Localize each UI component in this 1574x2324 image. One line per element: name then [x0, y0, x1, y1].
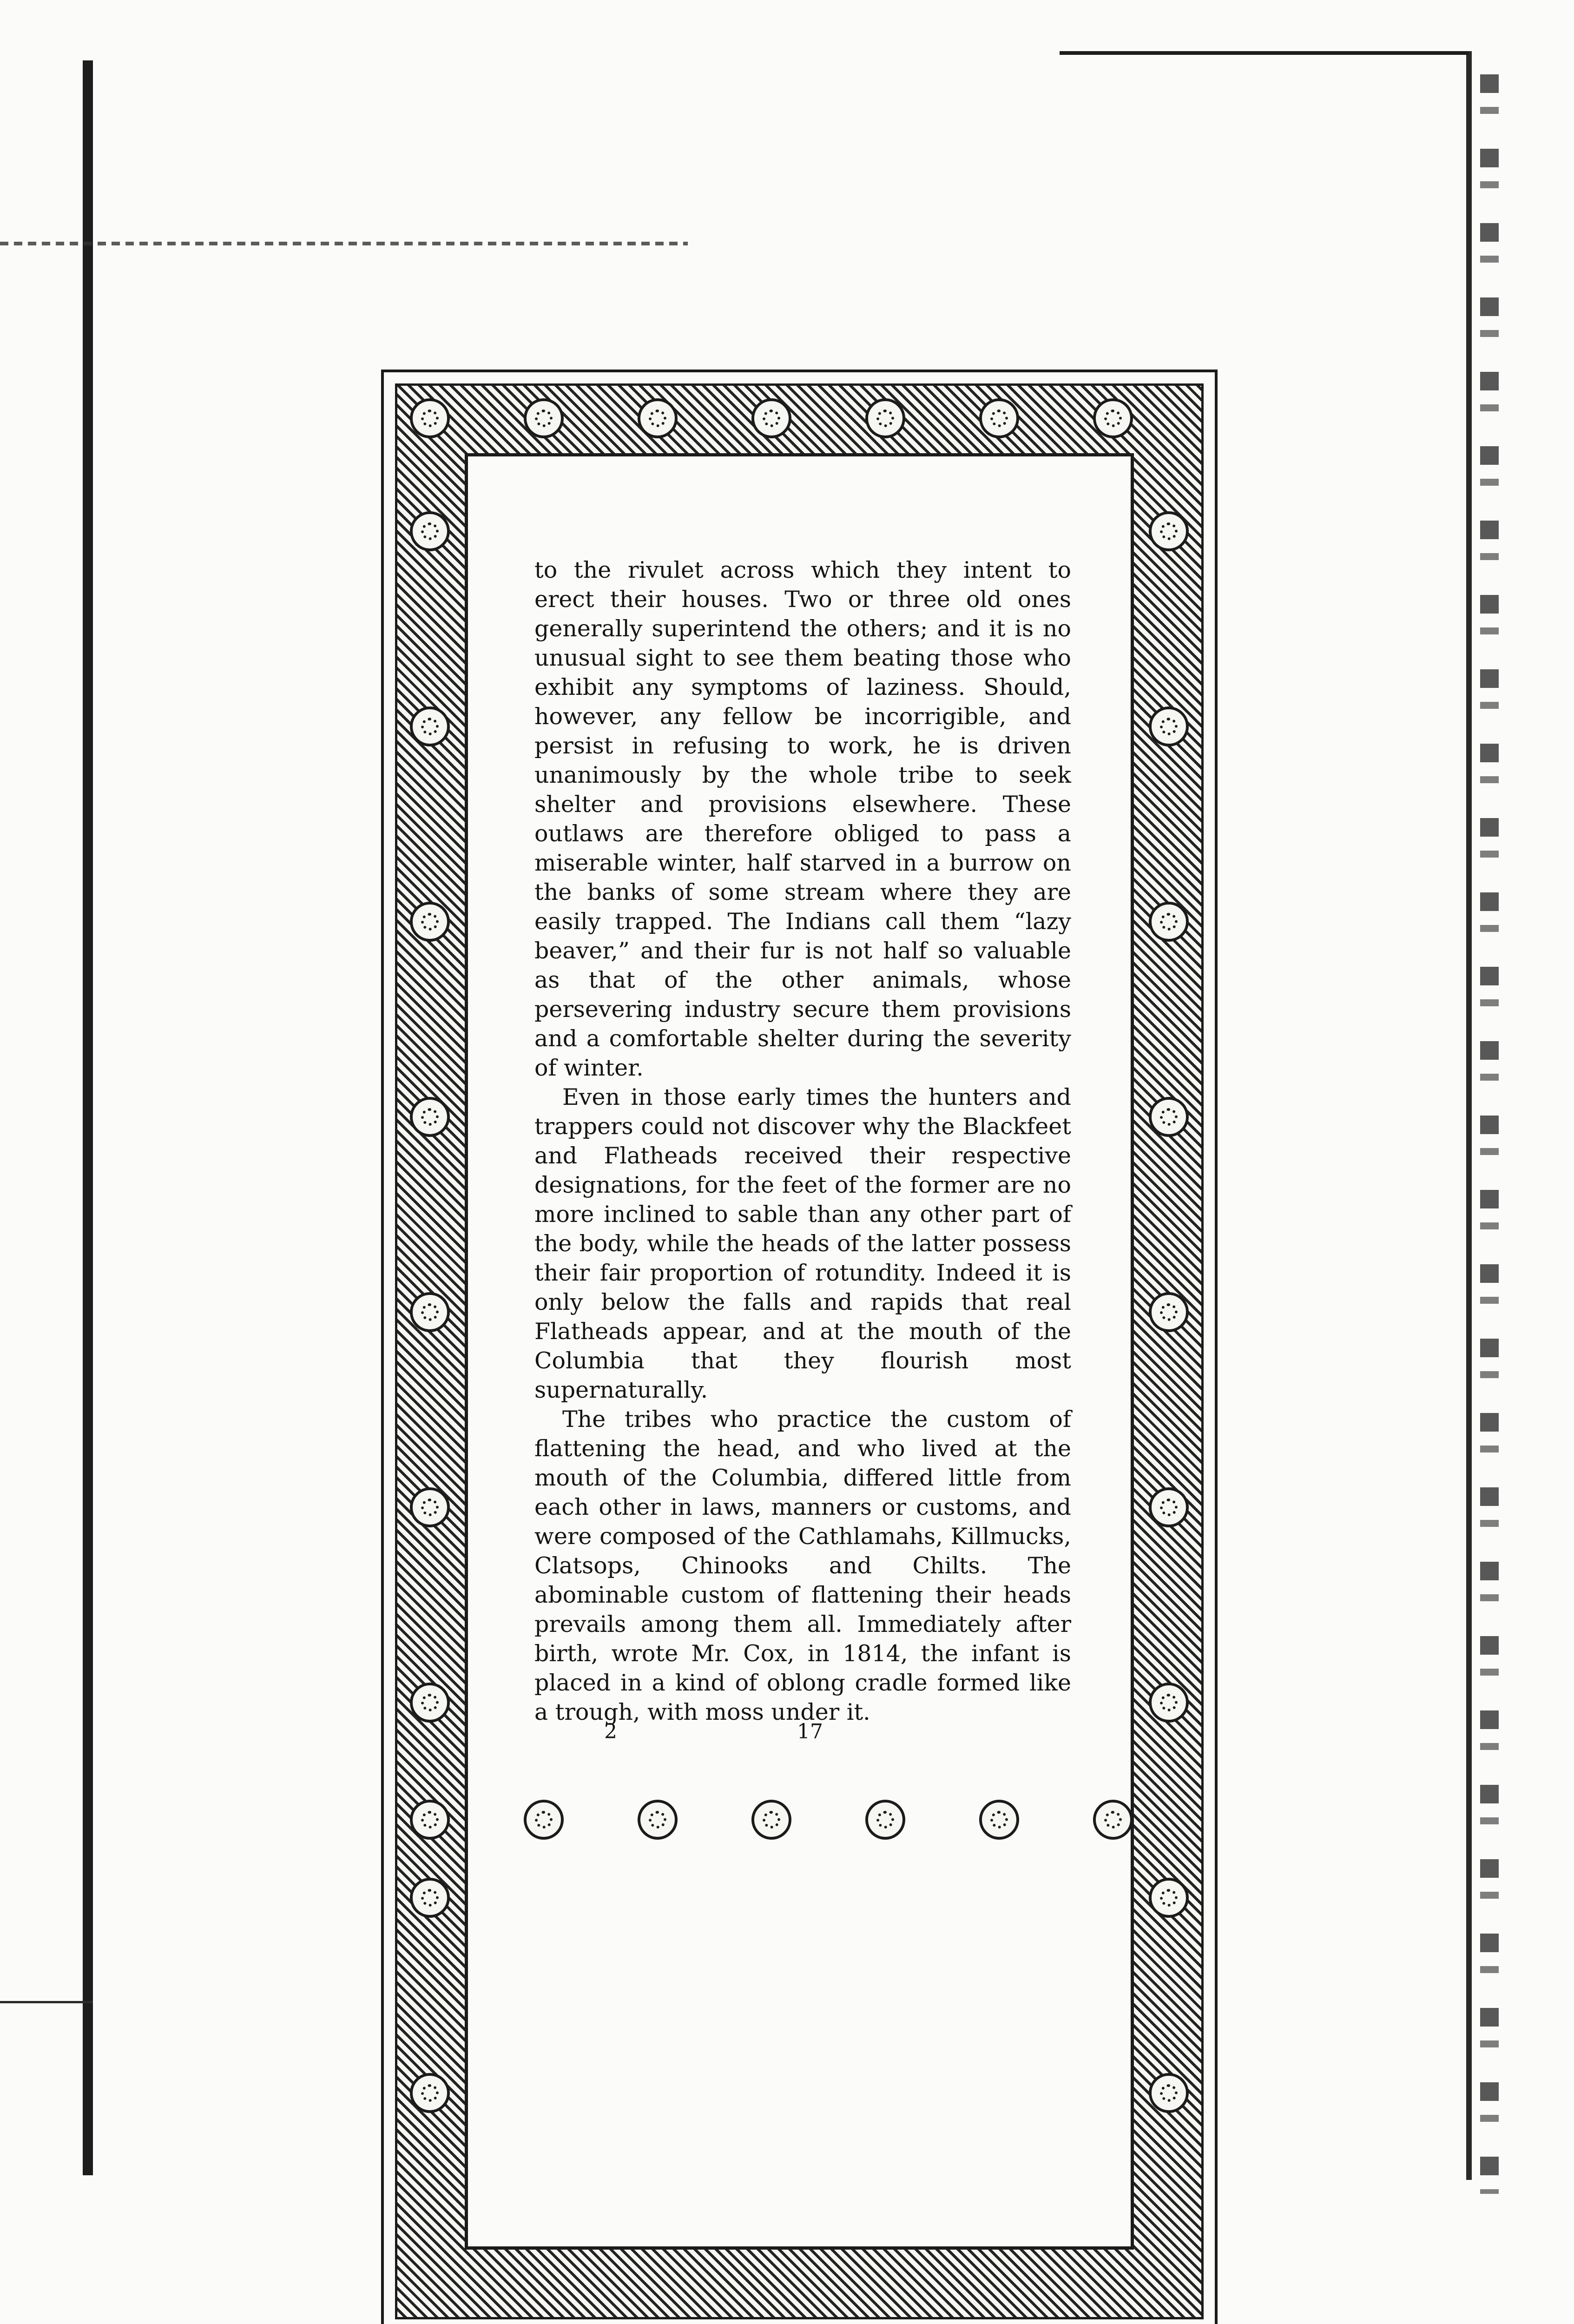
- rosette-icon: [638, 1800, 678, 1840]
- rosette-icon: [1149, 511, 1189, 551]
- rosette-icon: [410, 1800, 450, 1840]
- rosette-icon: [1149, 706, 1189, 746]
- rosette-icon: [751, 1800, 791, 1840]
- rosette-icon: [410, 1292, 450, 1332]
- paragraph-2: Even in those early times the hunters and trappers could not discover why the Blackfeet and Flatheads received their respective designations, for the feet of the former are no more inclined to sable than any other part of the body, while the heads of the latter possess their fair proportion of rotundity. Indeed it is only below the falls and rapids that real Flatheads appear, and at the mouth of the Columbia that they flourish most supernaturally.: [534, 1084, 1071, 1403]
- scan-left-mark: [0, 2001, 93, 2003]
- rosette-icon: [410, 1487, 450, 1527]
- rosette-icon: [1149, 1487, 1189, 1527]
- page-footer: [534, 1720, 1071, 1748]
- signature-mark: 2: [604, 1720, 617, 1743]
- rosette-icon: [1149, 1292, 1189, 1332]
- rosette-icon: [638, 398, 678, 438]
- rosette-icon: [410, 1097, 450, 1137]
- rosette-icon: [1149, 2073, 1189, 2113]
- scan-top-rule: [1060, 51, 1469, 55]
- rosette-icon: [1149, 902, 1189, 942]
- rosette-icon: [1093, 398, 1133, 438]
- scan-right-edge: [1466, 51, 1472, 2180]
- rosette-icon: [410, 511, 450, 551]
- paragraph-1: to the rivulet across which they intent to erect their houses. Two or three old ones generally superintend the others; and it is no unusual sight to see them beating those who exhibit any symptoms of laziness. Should, however, any fellow be incorrigible, and persist in refusing to work, he is driven unanimously by the whole tribe to seek shelter and provisions elsewhere. These outlaws are therefore obliged to pass a miserable winter, half starved in a burrow on the banks of some stream where they are easily trapped. The Indians call them “lazy beaver,” and their fur is not half so valuable as that of the other animals, whose persevering industry secure them provisions and a comfortable shelter during the severity of winter.: [534, 557, 1071, 1081]
- page-number: 17: [797, 1720, 823, 1743]
- scan-dashed-line: [0, 242, 688, 245]
- rosette-icon: [1093, 1800, 1133, 1840]
- paragraph-3: The tribes who practice the custom of flattening the head, and who lived at the mouth of the Columbia, differed little from each other in laws, manners or customs, and were composed of the Cathlamahs, Killmucks, Clatsops, Chinooks and Chilts. The abominable custom of flattening their heads prevails among them all. Immediately after birth, wrote Mr. Cox, in 1814, the infant is placed in a kind of oblong cradle formed like a trough, with moss under it.: [534, 1406, 1071, 1725]
- rosette-icon: [524, 1800, 564, 1840]
- page-body-text: [534, 555, 1071, 1727]
- rosette-icon: [865, 398, 905, 438]
- rosette-icon: [1149, 1097, 1189, 1137]
- rosette-icon: [410, 398, 450, 438]
- rosette-icon: [410, 1683, 450, 1723]
- rosette-icon: [865, 1800, 905, 1840]
- rosette-icon: [410, 1878, 450, 1918]
- rosette-icon: [410, 902, 450, 942]
- rosette-icon: [1149, 1878, 1189, 1918]
- rosette-icon: [410, 2073, 450, 2113]
- scan-right-strip: [1480, 74, 1499, 2194]
- rosette-icon: [751, 398, 791, 438]
- rosette-icon: [979, 1800, 1019, 1840]
- rosette-icon: [1149, 1683, 1189, 1723]
- rosette-icon: [410, 706, 450, 746]
- rosette-icon: [979, 398, 1019, 438]
- rosette-icon: [524, 398, 564, 438]
- scan-left-edge: [83, 60, 93, 2175]
